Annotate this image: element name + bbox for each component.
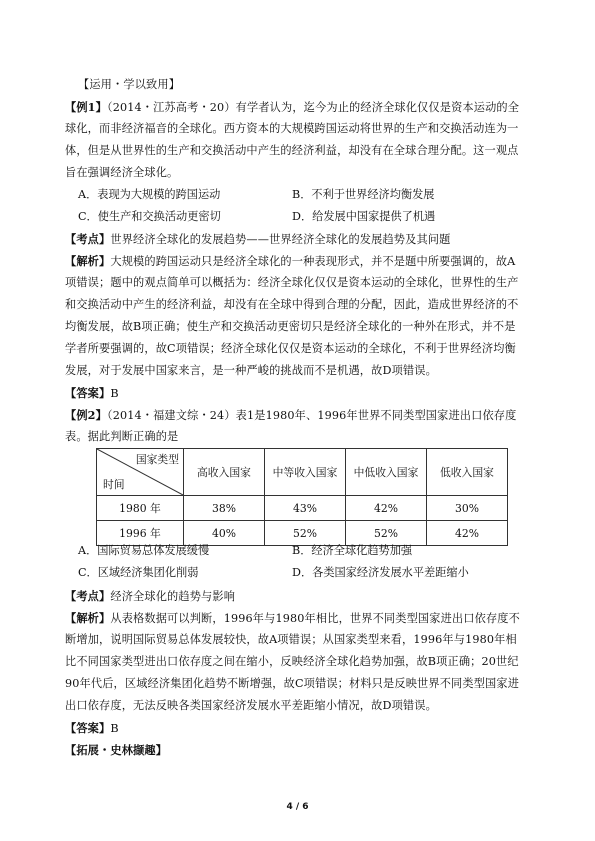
example2-line-1 — [65, 407, 517, 424]
section-heading-extend: 【拓展・史林撷趣】 — [65, 743, 168, 757]
example2-option-b: B．经济全球化趋势加强 — [292, 544, 413, 557]
jiexi-text-1: 从表格数据可以判断，1996年与1980年相比，世界不同类型国家进出口依存度不 — [110, 612, 520, 625]
example1-option-d: D．给发展中国家提供了机遇 — [292, 210, 436, 223]
example2-answer — [65, 720, 119, 737]
table-corner-cell — [97, 449, 184, 496]
table-cell: 52% — [346, 521, 427, 546]
answer-value: B — [110, 722, 119, 735]
example2-option-c: C．区域经济集团化削弱 — [78, 566, 199, 579]
example2-tag: 【例2】 — [65, 408, 107, 422]
example2-kaodian — [65, 588, 235, 605]
example1-stem-3: 体，但是从世界性的生产和交换活动中产生的经济利益，却没有在全球合理分配。这一观点 — [65, 144, 519, 157]
kaodian-text: 经济全球化的趋势与影响 — [110, 590, 236, 603]
answer-tag: 【答案】 — [65, 721, 111, 735]
jiexi-text-1: 大规模的跨国运动只是经济全球化的一种表现形式，并不是题中所要强调的，故A — [110, 255, 516, 268]
example1-jiexi-2: 项错误；题中的观点简单可以概括为：经济全球化仅仅是资本运动的全球化，世界性的生产 — [65, 276, 519, 289]
table-cell: 38% — [184, 496, 265, 521]
example1-stem-2: 球化，而非经济福音的全球化。西方资本的大规模跨国运动将世界的生产和交换活动连为一 — [65, 122, 519, 135]
answer-value: B — [110, 387, 119, 400]
table-cell-year: 1996 年 — [97, 521, 184, 546]
table-row — [97, 521, 508, 546]
example1-stem-1: （2014・江苏高考・20）有学者认为，迄今为止的经济全球化仅仅是资本运动的全 — [106, 101, 520, 114]
example2-option-d: D．各类国家经济发展水平差距缩小 — [292, 566, 469, 579]
example2-stem-1: （2014・福建文综・24）表1是1980年、1996年世界不同类型国家进出口依存度 — [106, 409, 517, 422]
example2-jiexi-3: 比不同国家类型进出口依存度之间在缩小，反映经济全球化趋势加强，故B项正确；20世纪 — [65, 655, 519, 668]
example2-jiexi-2: 断增加，说明国际贸易总体发展较快，故A项错误；从国家类型来看，1996年与1980年相 — [65, 633, 517, 646]
example2-stem-2: 表。据此判断正确的是 — [65, 430, 179, 443]
table-cell: 42% — [427, 521, 508, 546]
kaodian-tag: 【考点】 — [65, 589, 111, 603]
example1-jiexi-1 — [65, 253, 515, 270]
table-cell: 30% — [427, 496, 508, 521]
table-header: 低收入国家 — [427, 449, 508, 496]
example1-jiexi-4: 均衡发展，故B项正确；使生产和交换活动更密切只是经济全球化的一种外在形式，并不是 — [65, 320, 516, 333]
table-cell: 40% — [184, 521, 265, 546]
example2-jiexi-4: 90年代后，区域经济集团化趋势不断增强，故C项错误；材料只是反映世界不同类型国家进 — [65, 677, 520, 690]
section-heading-apply: 【运用・学以致用】 — [78, 78, 181, 91]
example1-line-1 — [65, 99, 519, 116]
example1-jiexi-6: 发展，对于发展中国家来言，是一种严峻的挑战而不是机遇，故D项错误。 — [65, 364, 437, 377]
answer-tag: 【答案】 — [65, 386, 111, 400]
table-header: 中低收入国家 — [346, 449, 427, 496]
table-row — [97, 496, 508, 521]
page-number: 4 / 6 — [286, 802, 309, 812]
kaodian-tag: 【考点】 — [65, 232, 111, 246]
example1-jiexi-5: 学者所要强调的，故C项错误；经济全球化仅仅是资本运动的全球化，不利于世界经济均衡 — [65, 342, 516, 355]
example1-option-b: B．不利于世界经济均衡发展 — [292, 188, 435, 201]
jiexi-tag: 【解析】 — [65, 611, 111, 625]
corner-label-type: 国家类型 — [135, 453, 179, 466]
jiexi-tag: 【解析】 — [65, 254, 111, 268]
example1-option-a: A．表现为大规模的跨国运动 — [78, 188, 221, 201]
table-cell: 43% — [265, 496, 346, 521]
kaodian-text: 世界经济全球化的发展趋势——世界经济全球化的发展趋势及其问题 — [110, 233, 451, 246]
table-header: 高收入国家 — [184, 449, 265, 496]
corner-label-time: 时间 — [103, 478, 125, 491]
table-cell: 42% — [346, 496, 427, 521]
table-header-row — [97, 449, 508, 496]
table-cell-year: 1980 年 — [97, 496, 184, 521]
example1-kaodian — [65, 231, 451, 248]
example1-option-c: C．使生产和交换活动更密切 — [78, 210, 221, 223]
table-header: 中等收入国家 — [265, 449, 346, 496]
example2-jiexi-5: 出口依存度，无法反映各类国家经济发展水平差距缩小情况，故D项错误。 — [65, 699, 437, 712]
example1-tag: 【例1】 — [65, 100, 107, 114]
example1-jiexi-3: 和交换活动中产生的经济利益，却没有在全球中得到合理的分配，因此，造成世界经济的不 — [65, 298, 519, 311]
example1-answer — [65, 385, 119, 402]
dependency-table — [96, 448, 508, 546]
example2-jiexi-1 — [65, 610, 520, 627]
example1-stem-4: 旨在强调经济全球化。 — [65, 166, 179, 179]
example2-option-a: A．国际贸易总体发展缓慢 — [78, 544, 210, 557]
table-cell: 52% — [265, 521, 346, 546]
